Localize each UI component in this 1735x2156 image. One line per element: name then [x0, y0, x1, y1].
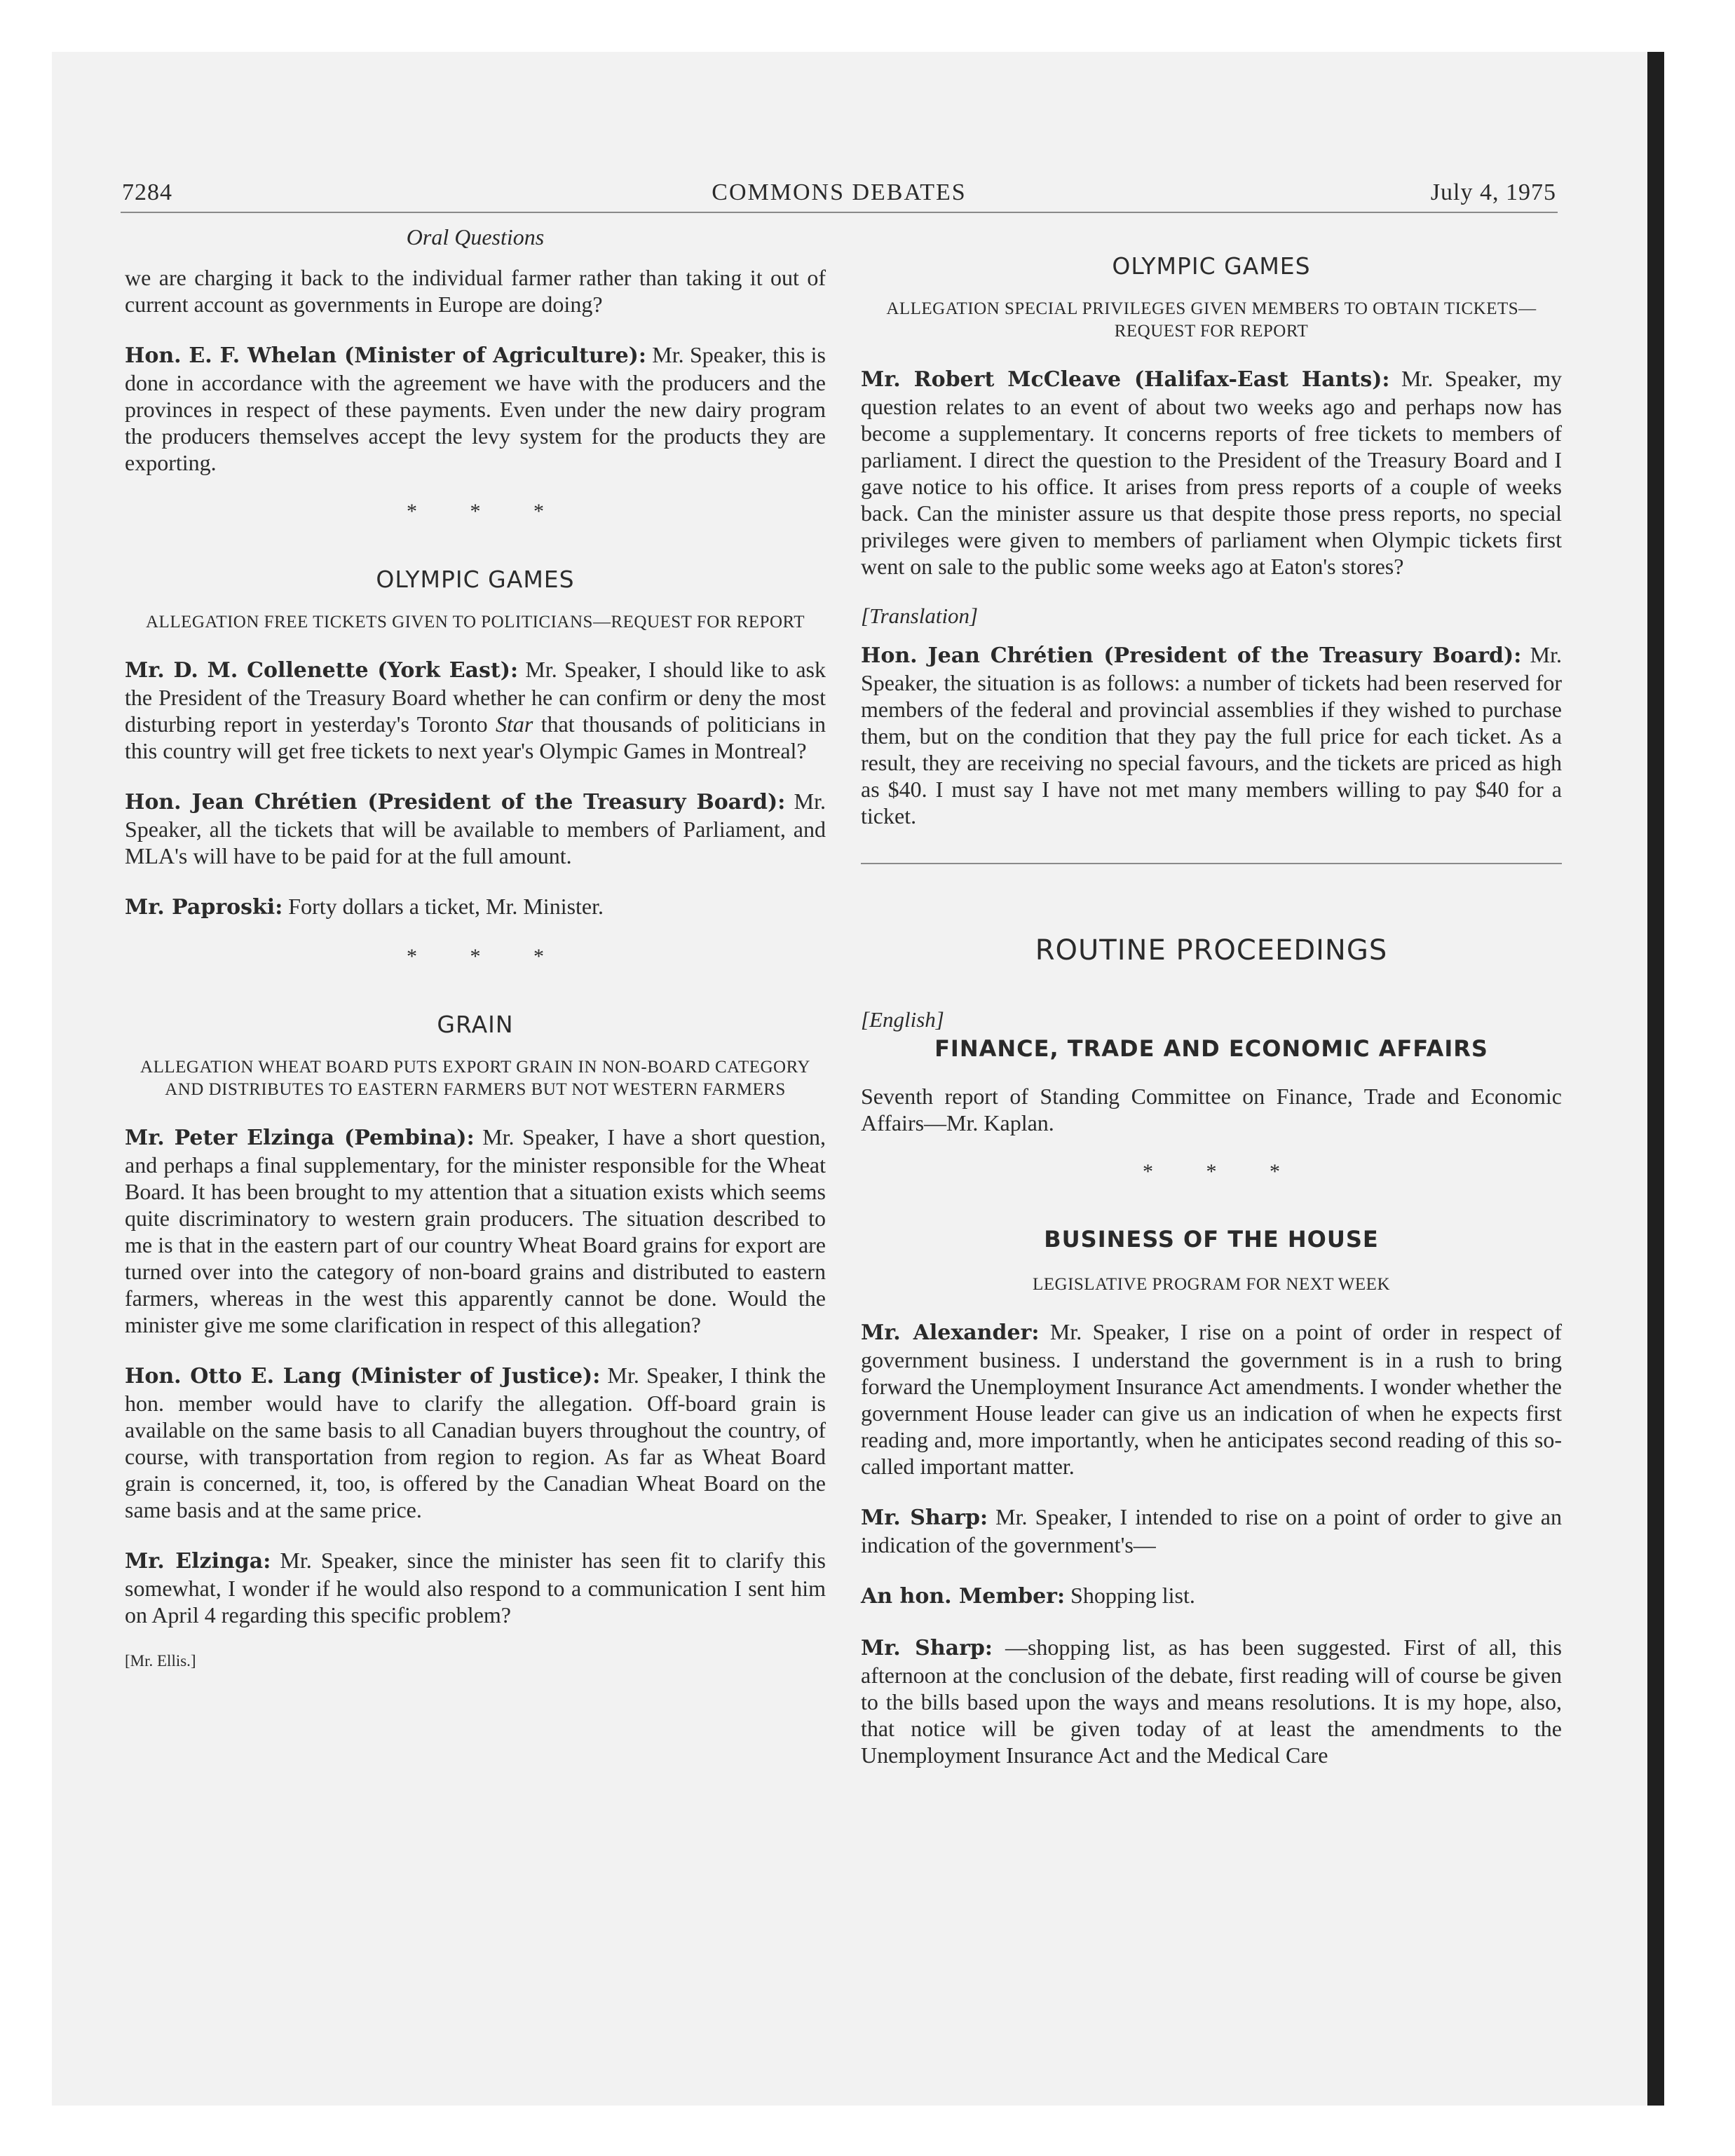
paragraph-text: Mr. Speaker, since the minister has seen fit to clarify this somewhat, I wonder if he would also respond to a communication I sent him on April 4 regarding this specific problem? [125, 1548, 826, 1628]
section-subheading: ALLEGATION SPECIAL PRIVILEGES GIVEN MEMBERS TO OBTAIN TICKETS—REQUEST FOR REPORT [886, 299, 1537, 341]
paragraph-text: Mr. Speaker, I think the hon. member would have to clarify the allegation. Off-board grain is available on the same basis to all Canadian buyers throughout the country, of course, with transportation from region to region. As far as Wheat Board grain is concerned, it, too, is offered by the Canadian Wheat Board on the same basis and at the same price. [125, 1363, 826, 1522]
paragraph [861, 1582, 1562, 1610]
paragraph [861, 1503, 1562, 1558]
paragraph-text: Mr. Speaker, my question relates to an event of about two weeks ago and perhaps now has become a supplementary. It concerns reports of free tickets to members of parliament. I direct the question to the President of the Treasury Board and I gave notice to his office. It arises from press reports of a couple of weeks back. Can the minister assure us that despite those press reports, no special privileges were given to members of parliament when Olympic tickets first went on sale to the public some weeks ago at Eaton's stores? [861, 366, 1563, 579]
speaker-name: Mr. Elzinga: [125, 1549, 271, 1574]
paragraph-text: Shopping list. [1065, 1583, 1195, 1608]
paragraph [125, 264, 826, 318]
left-column [125, 224, 826, 1670]
section-subheading: ALLEGATION WHEAT BOARD PUTS EXPORT GRAIN IN NON-BOARD CATEGORY AND DISTRIBUTES TO EASTERN FARMERS BUT NOT WESTERN FARMERS [140, 1058, 810, 1099]
speaker-name: Mr. Paproski: [125, 895, 283, 920]
section-subheading: LEGISLATIVE PROGRAM FOR NEXT WEEK [1032, 1275, 1391, 1294]
speaker-name: Hon. Jean Chrétien (President of the Treasury Board): [861, 643, 1522, 668]
publication-title: COMMONS DEBATES [712, 179, 967, 205]
scan-edge [1647, 52, 1664, 2106]
speaker-name: An hon. Member: [861, 1584, 1066, 1609]
page-date: July 4, 1975 [1430, 179, 1556, 205]
section-heading: FINANCE, TRADE AND ECONOMIC AFFAIRS [934, 1035, 1488, 1062]
newspaper-name: Star [496, 711, 533, 737]
section-heading: OLYMPIC GAMES [376, 566, 575, 593]
section-separator: * * * [407, 945, 568, 968]
speaker-name: Mr. Peter Elzinga (Pembina): [125, 1126, 475, 1150]
paragraph [125, 788, 826, 869]
page-number: 7284 [122, 179, 172, 205]
section-separator: * * * [407, 500, 568, 523]
page-header [121, 170, 1558, 213]
speaker-name: Mr. Sharp: [861, 1636, 993, 1660]
section-heading: BUSINESS OF THE HOUSE [1044, 1226, 1379, 1253]
section-separator: * * * [1143, 1160, 1304, 1183]
section-heading: GRAIN [437, 1011, 514, 1038]
section-heading: OLYMPIC GAMES [1112, 252, 1311, 280]
paragraph [861, 1634, 1562, 1768]
paragraph [125, 1362, 826, 1523]
paragraph-text: Forty dollars a ticket, Mr. Minister. [283, 894, 604, 919]
paragraph [125, 1124, 826, 1338]
speaker-name: Mr. D. M. Collenette (York East): [125, 658, 519, 683]
language-note: [English] [861, 1007, 944, 1032]
paragraph-text: Mr. Speaker, the situation is as follows: a number of tickets had been reserved for members of the federal and provincial assemblies if they wished to purchase them, but on the condition that they pay the full price for each ticket. As a result, they are receiving no special favours, and the tickets are priced as high as $40. I must say I have not met many members willing to pay $40 for a ticket. [861, 642, 1563, 828]
paragraph-text: Mr. Speaker, I rise on a point of order in respect of government business. I understand the government is in a rush to bring forward the Unemployment Insurance Act amendments. I wonder whether the government House leader can give us an indication of when he expects first reading and, more importantly, when he anticipates second reading of this so-called important matter. [861, 1319, 1562, 1479]
speaker-name: Hon. Otto E. Lang (Minister of Justice): [125, 1364, 601, 1389]
speaker-name: Hon. E. F. Whelan (Minister of Agriculture): [125, 343, 646, 368]
running-head: Oral Questions [406, 224, 545, 250]
speaker-name: Hon. Jean Chrétien (President of the Treasury Board): [125, 790, 786, 814]
paragraph [125, 1547, 826, 1628]
paragraph-text: Mr. Speaker, I should like to ask the President of the Treasury Board whether he can confirm or deny the most disturbing report in yesterday's Toronto [125, 657, 826, 737]
speaker-name: Mr. Robert McCleave (Halifax-East Hants): [861, 367, 1390, 392]
major-heading: ROUTINE PROCEEDINGS [1035, 934, 1388, 967]
paragraph-text: Mr. Speaker, all the tickets that will be available to members of Parliament, and MLA's will have to be paid for at the full amount. [125, 789, 826, 868]
paragraph-text: Mr. Speaker, I have a short question, and perhaps a final supplementary, for the minister responsible for the Wheat Board. It has been brought to my attention that a situation exists which seems quite discriminatory to western grain producers. The situation described to me is that in the eastern part of our country Wheat Board grains for export are turned over into the category of non-board grains and distributed to eastern farmers, whereas in the west this apparently cannot be done. Would the minister give me some clarification in respect of this allegation? [125, 1124, 826, 1337]
speaker-name: Mr. Alexander: [861, 1321, 1040, 1345]
paragraph [861, 365, 1562, 580]
footnote: [Mr. Ellis.] [125, 1652, 196, 1670]
section-subheading: ALLEGATION FREE TICKETS GIVEN TO POLITICIANS—REQUEST FOR REPORT [146, 613, 805, 632]
paragraph-text: Mr. Speaker, I intended to rise on a point of order to give an indication of the government's— [861, 1504, 1563, 1557]
paragraph-text: —shopping list, as has been suggested. First of all, this afternoon at the conclusion of the debate, first reading will of course be given to the bills based upon the ways and means resolutions. It is my hope, also, that notice will be given today of at least the amendments to the Unemployment Insurance Act and the Medical Care [861, 1635, 1563, 1768]
right-column [861, 224, 1562, 1792]
paragraph [125, 893, 826, 921]
paragraph [861, 1318, 1562, 1480]
paragraph-text: Seventh report of Standing Committee on Finance, Trade and Economic Affairs—Mr. Kaplan. [861, 1084, 1562, 1135]
language-note: [Translation] [861, 603, 979, 628]
paragraph [125, 656, 826, 764]
speaker-name: Mr. Sharp: [861, 1506, 988, 1530]
paragraph [861, 1083, 1562, 1136]
paragraph-text: we are charging it back to the individual farmer rather than taking it out of current account as governments in Europe are doing? [125, 265, 826, 317]
paragraph [125, 341, 826, 476]
section-rule [861, 863, 1562, 864]
paragraph-text: that thousands of politicians in this country will get free tickets to next year's Olympic Games in Montreal? [125, 711, 826, 763]
paragraph [861, 641, 1562, 829]
paragraph-text: Mr. Speaker, this is done in accordance with the agreement we have with the producers and the provinces in respect of these payments. Even under the new dairy program the producers themselves accept the levy system for the products they are exporting. [125, 342, 826, 475]
